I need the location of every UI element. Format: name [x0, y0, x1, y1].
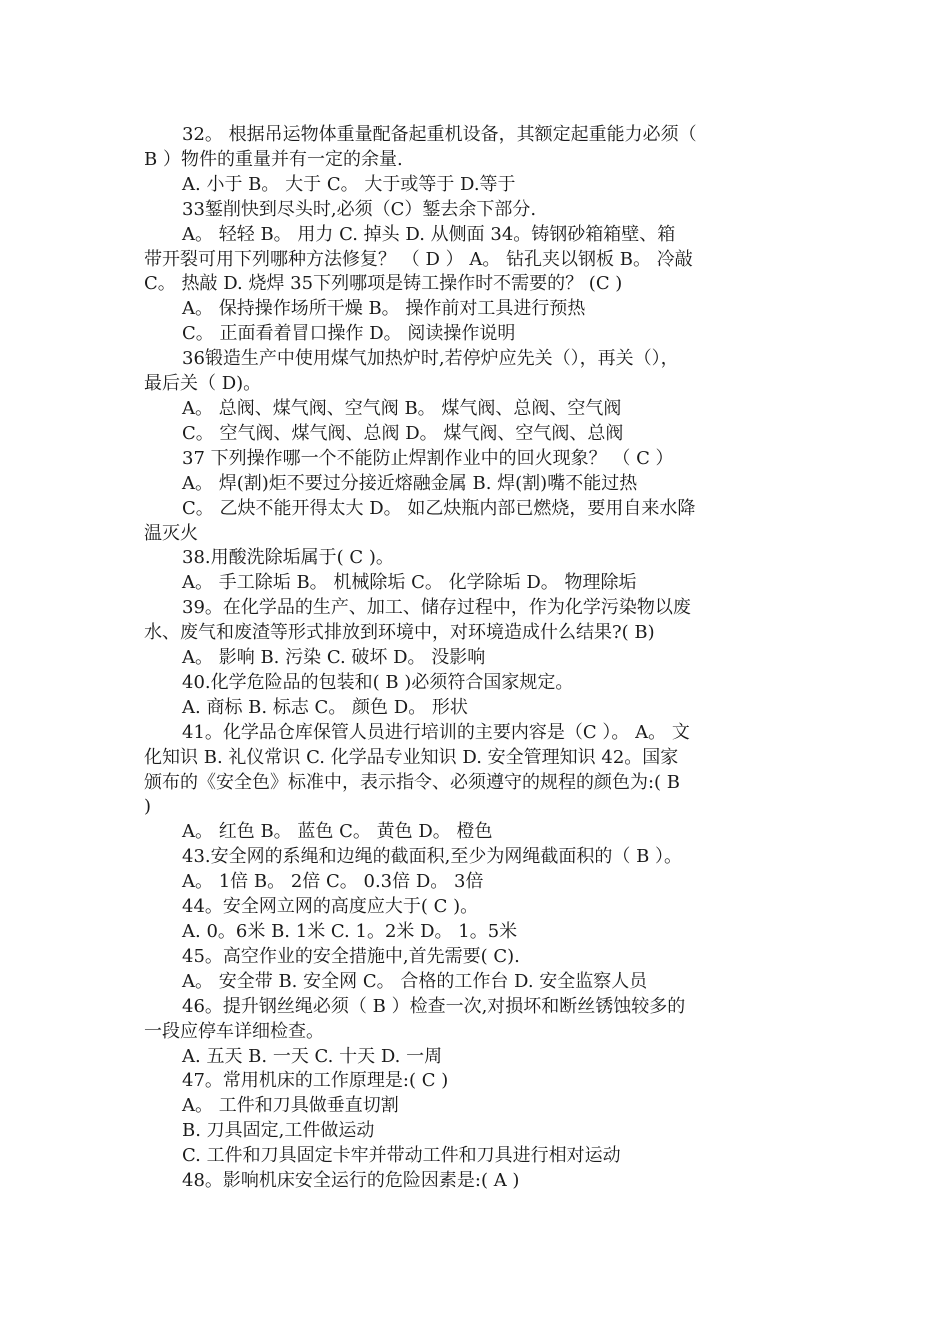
text-line: 水、废气和废渣等形式排放到环境中，对环境造成什么结果?( B) — [144, 622, 655, 644]
text-line: A. 小于 B。 大于 C。 大于或等于 D.等于 — [182, 173, 516, 195]
text-line: 45。高空作业的安全措施中,首先需要( C). — [182, 945, 520, 967]
text-line: C。 热敲 D. 烧焊 35下列哪项是铸工操作时不需要的？ (C ) — [144, 273, 623, 295]
text-line: 43.安全网的系绳和边绳的截面积,至少为网绳截面积的（ B ）。 — [182, 846, 683, 868]
text-line: 38.用酸洗除垢属于( C )。 — [182, 547, 394, 569]
document-body — [144, 123, 804, 1194]
text-line: A。 1倍 B。 2倍 C。 0.3倍 D。 3倍 — [182, 871, 484, 893]
text-line: 33錾削快到尽头时,必须（C）錾去余下部分. — [182, 198, 537, 220]
text-line: C。 正面看着冒口操作 D。 阅读操作说明 — [182, 323, 516, 345]
text-line: A。 轻轻 B。 用力 C. 掉头 D. 从侧面 34。铸钢砂箱箱壁、箱 — [182, 223, 676, 245]
text-line: A。 手工除垢 B。 机械除垢 C。 化学除垢 D。 物理除垢 — [182, 572, 637, 594]
text-line: 46。提升钢丝绳必须（ B ）检查一次,对损坏和断丝锈蚀较多的 — [182, 995, 686, 1017]
text-line: A。 影响 B. 污染 C. 破坏 D。 没影响 — [182, 647, 486, 669]
text-line: A. 0。6米 B. 1米 C. 1。2米 D。 1。5米 — [182, 921, 518, 942]
text-line: 温灭火 — [144, 522, 198, 544]
text-line: 40.化学危险品的包装和( B )必须符合国家规定。 — [182, 671, 574, 693]
text-line: 一段应停车详细检查。 — [144, 1020, 324, 1042]
text-line: A。 总阀、煤气阀、空气阀 B。 煤气阀、总阀、空气阀 — [182, 397, 622, 419]
text-line: 37 下列操作哪一个不能防止焊割作业中的回火现象？ （ C ） — [182, 447, 674, 469]
text-line: A. 五天 B. 一天 C. 十天 D. 一周 — [182, 1045, 443, 1067]
text-line: 44。安全网立网的高度应大于( C )。 — [182, 896, 479, 918]
text-line: 36锻造生产中使用煤气加热炉时,若停炉应先关（），再关（）， — [182, 348, 679, 370]
text-line: A。 红色 B。 蓝色 C。 黄色 D。 橙色 — [182, 821, 493, 843]
text-line: ) — [144, 796, 152, 818]
text-line: 化知识 B. 礼仪常识 C. 化学品专业知识 D. 安全管理知识 42。国家 — [144, 746, 679, 768]
text-line: A。 工件和刀具做垂直切割 — [182, 1095, 399, 1117]
text-line: 带开裂可用下列哪种方法修复？ （ D ） A。 钻孔夹以钢板 B。 冷敲 — [144, 248, 693, 270]
text-line: 32。 根据吊运物体重量配备起重机设备，其额定起重能力必须（ — [182, 124, 697, 145]
text-line: A。 保持操作场所干燥 B。 操作前对工具进行预热 — [182, 298, 586, 320]
text-line: B. 刀具固定,工件做运动 — [182, 1120, 375, 1142]
text-line: A。 焊(割)炬不要过分接近熔融金属 B. 焊(割)嘴不能过热 — [182, 472, 638, 494]
text-line: C. 工件和刀具固定卡牢并带动工件和刀具进行相对运动 — [182, 1145, 621, 1167]
text-line: 48。影响机床安全运行的危险因素是:( A ) — [182, 1170, 520, 1192]
text-line: 41。化学品仓库保管人员进行培训的主要内容是（C ）。 A。 文 — [182, 721, 690, 743]
text-line: 47。常用机床的工作原理是:( C ) — [182, 1070, 449, 1092]
text-line: A. 商标 B. 标志 C。 颜色 D。 形状 — [182, 696, 468, 718]
text-line: 39。在化学品的生产、加工、储存过程中，作为化学污染物以废 — [182, 597, 691, 619]
text-line: 最后关（ D)。 — [144, 373, 262, 395]
text-line: B ）物件的重量并有一定的余量. — [144, 148, 403, 170]
text-line: C。 乙炔不能开得太大 D。 如乙炔瓶内部已燃烧，要用自来水降 — [182, 497, 696, 519]
text-line: C。 空气阀、煤气阀、总阀 D。 煤气阀、空气阀、总阀 — [182, 422, 624, 444]
text-line: 颁布的《安全色》标准中，表示指令、必须遵守的规程的颜色为:( B — [144, 771, 681, 793]
text-line: A。 安全带 B. 安全网 C。 合格的工作台 D. 安全监察人员 — [182, 970, 648, 992]
